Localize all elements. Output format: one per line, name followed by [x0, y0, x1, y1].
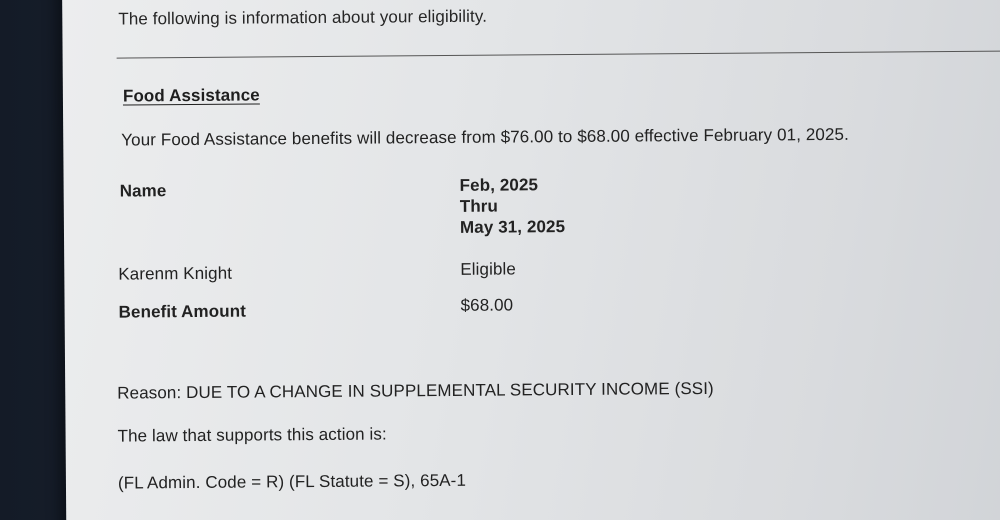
benefit-change-statement: Your Food Assistance benefits will decrease from $76.00 to $68.00 effective February 01, 2025.: [121, 124, 849, 150]
section-title: Food Assistance: [122, 85, 260, 106]
recipient-name: Karenm Knight: [118, 263, 233, 284]
period-thru: Thru: [459, 196, 499, 216]
name-column-label: Name: [119, 181, 167, 201]
eligibility-notice-page: [62, 0, 1000, 520]
intro-text: The following is information about your eligibility.: [118, 6, 488, 29]
benefit-amount-label: Benefit Amount: [118, 301, 247, 322]
reason-text: Reason: DUE TO A CHANGE IN SUPPLEMENTAL SECURITY INCOME (SSI): [117, 378, 714, 403]
law-intro-text: The law that supports this action is:: [117, 424, 387, 446]
divider-line: [117, 51, 1000, 59]
period-end: May 31, 2025: [459, 217, 566, 237]
period-start: Feb, 2025: [459, 175, 539, 195]
benefit-amount-value: $68.00: [460, 295, 514, 315]
benefit-period: [460, 174, 566, 238]
eligibility-status: Eligible: [460, 259, 516, 279]
legal-citation: (FL Admin. Code = R) (FL Statute = S), 65A-1: [117, 470, 467, 493]
